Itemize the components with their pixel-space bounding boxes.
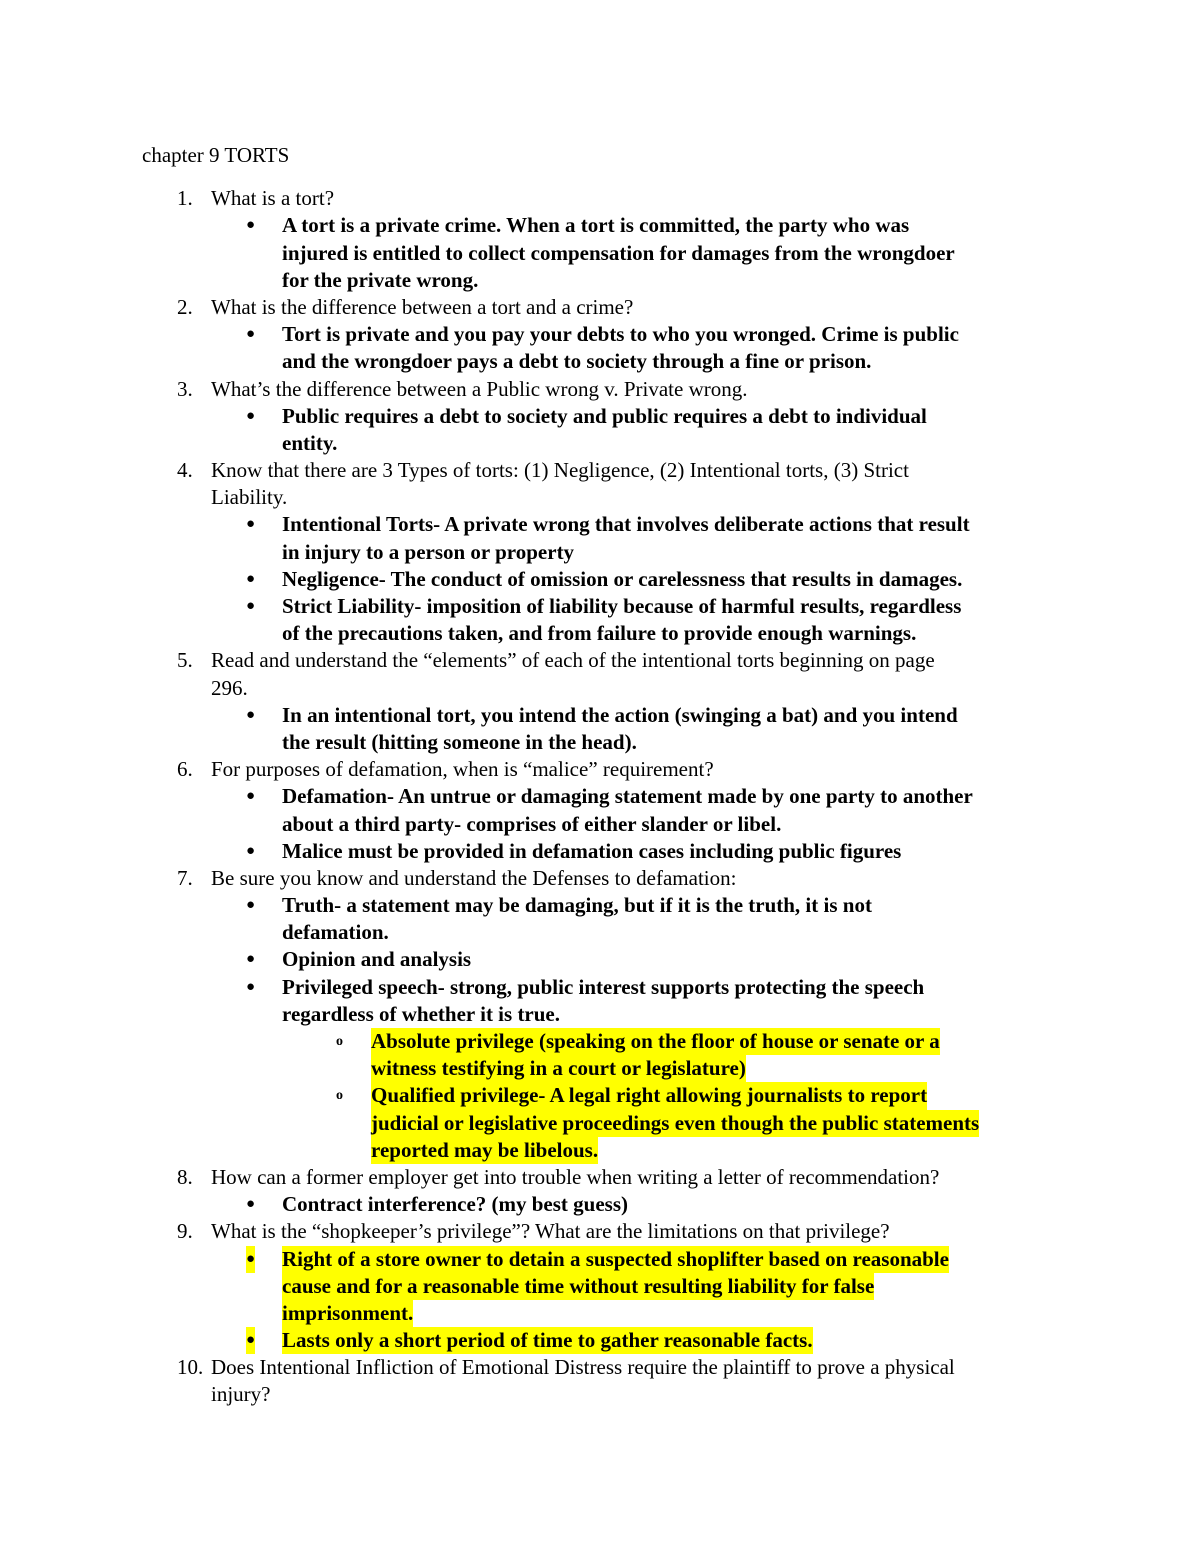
bullet-icon: ● (246, 516, 256, 533)
answer-line (0, 1137, 1200, 1164)
answer-line (0, 403, 1200, 430)
question-line (0, 1381, 1200, 1408)
item-number: 3. (177, 376, 193, 401)
answer-text: of the precautions taken, and from failure to provide enough warnings. (282, 621, 917, 646)
item-number: 10. (177, 1355, 204, 1380)
bullet-icon: ● (246, 897, 256, 914)
item-number: 9. (177, 1219, 193, 1244)
answer-line (0, 321, 1200, 348)
item-number: 1. (177, 186, 193, 211)
question-text: Know that there are 3 Types of torts: (1) Negligence, (2) Intentional torts, (3) Strict (211, 458, 909, 483)
answer-line (0, 1082, 1200, 1109)
answer-line (0, 348, 1200, 375)
bullet-icon: ● (246, 1246, 255, 1273)
answer-text: in injury to a person or property (282, 539, 575, 564)
answer-line (0, 212, 1200, 239)
answer-text: Opinion and analysis (282, 947, 472, 972)
question-line (0, 1164, 1200, 1191)
answer-text: cause and for a reasonable time without resulting liability for false (282, 1273, 874, 1300)
question-line (0, 185, 1200, 212)
answer-text: Qualified privilege- A legal right allowing journalists to report (371, 1082, 927, 1109)
bullet-icon: ● (246, 951, 256, 968)
question-line (0, 865, 1200, 892)
bullet-icon: ● (246, 788, 256, 805)
list-item (0, 1354, 1200, 1408)
item-number: 4. (177, 458, 193, 483)
bullet-icon: ● (246, 1327, 255, 1354)
answer-line (0, 1300, 1200, 1327)
bullet-icon: ● (246, 326, 256, 343)
question-line (0, 457, 1200, 484)
answer-text: Tort is private and you pay your debts to who you wronged. Crime is public (282, 322, 959, 347)
answer-text: judicial or legislative proceedings even though the public statements (371, 1110, 979, 1137)
answer-line (0, 1055, 1200, 1082)
bullet-icon: ● (246, 978, 256, 995)
question-text: Does Intentional Infliction of Emotional Distress require the plaintiff to prove a physical (211, 1355, 955, 1380)
item-number: 5. (177, 648, 193, 673)
list-item (0, 185, 1200, 294)
question-line (0, 376, 1200, 403)
answer-text: Strict Liability- imposition of liability because of harmful results, regardless (282, 594, 962, 619)
question-text: For purposes of defamation, when is “malice” requirement? (211, 757, 714, 782)
answer-line (0, 1110, 1200, 1137)
bullet-icon: ● (246, 706, 256, 723)
list-item (0, 294, 1200, 376)
answer-text: Defamation- An untrue or damaging statement made by one party to another (282, 784, 973, 809)
answer-text: Negligence- The conduct of omission or carelessness that results in damages. (282, 566, 963, 591)
answer-line (0, 267, 1200, 294)
bullet-icon: ● (246, 1196, 256, 1213)
circle-bullet-icon: o (336, 1034, 343, 1050)
question-line (0, 1218, 1200, 1245)
question-line (0, 484, 1200, 511)
item-number: 2. (177, 294, 193, 319)
answer-text: injured is entitled to collect compensation for damages from the wrongdoer (282, 240, 955, 265)
answer-line (0, 729, 1200, 756)
question-text: What is the difference between a tort and a crime? (211, 294, 634, 319)
answer-line (0, 783, 1200, 810)
answer-text: for the private wrong. (282, 267, 479, 292)
answer-line (0, 1001, 1200, 1028)
question-line (0, 756, 1200, 783)
item-number: 6. (177, 757, 193, 782)
answer-text: Public requires a debt to society and public requires a debt to individual (282, 403, 927, 428)
answer-line (0, 946, 1200, 973)
answer-text: about a third party- comprises of either slander or libel. (282, 811, 782, 836)
answer-text: Right of a store owner to detain a suspected shoplifter based on reasonable (282, 1246, 949, 1273)
answer-line (0, 892, 1200, 919)
answer-line (0, 1327, 1200, 1354)
answer-line (0, 1246, 1200, 1273)
answer-text: Malice must be provided in defamation cases including public figures (282, 838, 902, 863)
answer-line (0, 430, 1200, 457)
answer-line (0, 811, 1200, 838)
document-title: chapter 9 TORTS (142, 143, 290, 167)
answer-text: Lasts only a short period of time to gather reasonable facts. (282, 1327, 813, 1354)
answer-line (0, 593, 1200, 620)
question-text: Be sure you know and understand the Defenses to defamation: (211, 865, 737, 890)
answer-text: Truth- a statement may be damaging, but if it is the truth, it is not (282, 893, 872, 918)
answer-text: entity. (282, 430, 338, 455)
question-text: injury? (211, 1382, 271, 1407)
question-list (0, 185, 1200, 1408)
list-item (0, 1218, 1200, 1354)
bullet-icon: ● (246, 598, 256, 615)
bullet-icon: ● (246, 570, 256, 587)
question-line (0, 1354, 1200, 1381)
answer-text: reported may be libelous. (371, 1137, 598, 1164)
circle-bullet-icon: o (336, 1088, 343, 1104)
answer-text: regardless of whether it is true. (282, 1001, 561, 1026)
bullet-icon: ● (246, 842, 256, 859)
answer-line (0, 511, 1200, 538)
answer-line (0, 566, 1200, 593)
answer-line (0, 1191, 1200, 1218)
list-item (0, 1164, 1200, 1218)
answer-text: Absolute privilege (speaking on the floor of house or senate or a (371, 1028, 940, 1055)
list-item (0, 376, 1200, 458)
answer-line (0, 620, 1200, 647)
question-text: How can a former employer get into trouble when writing a letter of recommendation? (211, 1164, 940, 1189)
answer-text: Contract interference? (my best guess) (282, 1192, 629, 1217)
question-text: What is the “shopkeeper’s privilege”? What are the limitations on that privilege? (211, 1219, 890, 1244)
bullet-icon: ● (246, 217, 256, 234)
answer-line (0, 1028, 1200, 1055)
answer-text: and the wrongdoer pays a debt to society through a fine or prison. (282, 349, 872, 374)
list-item (0, 756, 1200, 865)
question-text: What’s the difference between a Public wrong v. Private wrong. (211, 376, 748, 401)
answer-line (0, 702, 1200, 729)
answer-text: A tort is a private crime. When a tort is committed, the party who was (282, 213, 910, 238)
answer-line (0, 919, 1200, 946)
item-number: 8. (177, 1164, 193, 1189)
answer-text: Intentional Torts- A private wrong that involves deliberate actions that result (282, 512, 970, 537)
list-item (0, 647, 1200, 756)
list-item (0, 865, 1200, 1164)
question-text: Read and understand the “elements” of each of the intentional torts beginning on page (211, 648, 935, 673)
bullet-icon: ● (246, 407, 256, 424)
answer-text: the result (hitting someone in the head). (282, 729, 637, 754)
question-line (0, 294, 1200, 321)
list-item (0, 457, 1200, 647)
question-text: 296. (211, 675, 248, 700)
question-line (0, 647, 1200, 674)
answer-line (0, 974, 1200, 1001)
question-text: What is a tort? (211, 186, 335, 211)
answer-text: Privileged speech- strong, public interest supports protecting the speech (282, 974, 925, 999)
answer-line (0, 539, 1200, 566)
answer-text: witness testifying in a court or legislature) (371, 1055, 746, 1082)
question-line (0, 675, 1200, 702)
answer-text: In an intentional tort, you intend the action (swinging a bat) and you intend (282, 702, 958, 727)
answer-line (0, 838, 1200, 865)
answer-text: imprisonment. (282, 1300, 413, 1327)
question-text: Liability. (211, 485, 288, 510)
answer-line (0, 1273, 1200, 1300)
answer-line (0, 240, 1200, 267)
answer-text: defamation. (282, 920, 389, 945)
document-page (0, 142, 1200, 1409)
item-number: 7. (177, 865, 193, 890)
